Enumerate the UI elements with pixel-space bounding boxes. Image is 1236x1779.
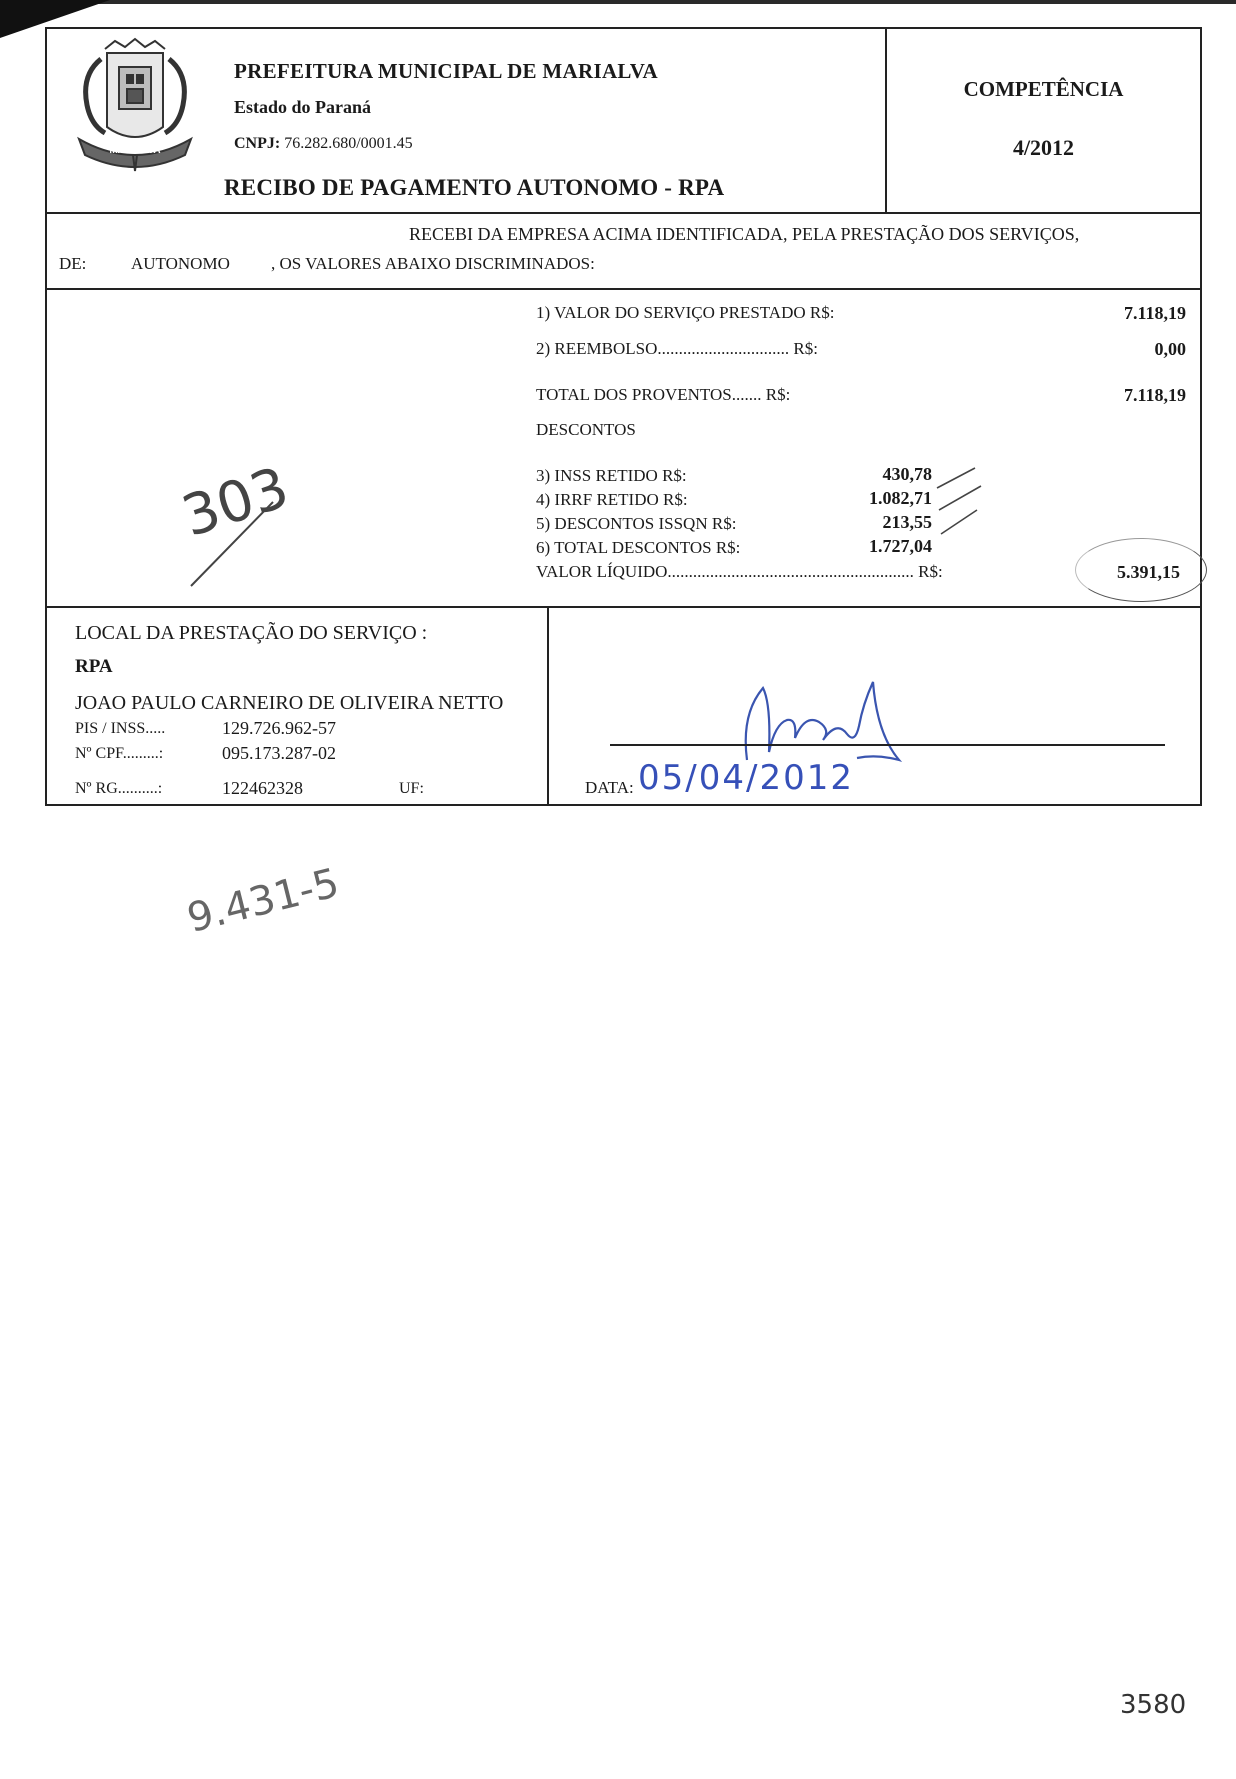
- cpf-value: 095.173.287-02: [222, 743, 336, 763]
- rg-value: 122462328: [222, 778, 303, 798]
- statement-de-value: AUTONOMO: [131, 254, 230, 273]
- cnpj-label: CNPJ:: [234, 135, 281, 152]
- issqn-value: 213,55: [882, 512, 932, 532]
- provider-section: [47, 608, 1200, 804]
- page-number: 3580: [1120, 1690, 1187, 1720]
- servico-label: 1) VALOR DO SERVIÇO PRESTADO R$:: [536, 303, 835, 322]
- estado-name: Estado do Paraná: [234, 97, 372, 117]
- irrf-value: 1.082,71: [869, 488, 932, 508]
- valor-liquido-value: 5.391,15: [1117, 562, 1180, 582]
- document-title: RECIBO DE PAGAMENTO AUTONOMO - RPA: [224, 175, 725, 200]
- competencia-box: [885, 29, 1200, 212]
- reembolso-value: 0,00: [1154, 339, 1186, 359]
- inss-value: 430,78: [882, 464, 932, 484]
- municipal-crest-icon: [65, 35, 205, 175]
- statement-de-label: DE:: [59, 254, 87, 273]
- rg-label: Nº RG..........:: [75, 780, 163, 797]
- handwritten-date: 05/04/2012: [638, 758, 854, 798]
- irrf-label: 4) IRRF RETIDO R$:: [536, 490, 688, 509]
- signature-line: [610, 744, 1165, 746]
- check-marks-icon: [927, 466, 987, 546]
- handwritten-stroke-icon: [187, 500, 277, 590]
- valor-liquido-label: VALOR LÍQUIDO.......................................................... R$:: [536, 562, 943, 581]
- local-label: LOCAL DA PRESTAÇÃO DO SERVIÇO :: [75, 622, 428, 644]
- total-proventos-label: TOTAL DOS PROVENTOS....... R$:: [536, 385, 791, 404]
- receipt-header: [47, 29, 1200, 214]
- servico-value: 7.118,19: [1123, 303, 1186, 323]
- competencia-value: 4/2012: [1012, 135, 1075, 160]
- local-value: RPA: [75, 656, 113, 677]
- pis-value: 129.726.962-57: [222, 718, 336, 738]
- statement-line-2: , OS VALORES ABAIXO DISCRIMINADOS:: [271, 254, 595, 273]
- uf-label: UF:: [399, 780, 424, 797]
- reembolso-label: 2) REEMBOLSO............................... R$:: [536, 339, 818, 358]
- crest-banner-text: MARIALVA: [109, 145, 161, 156]
- pencil-note: 9.431-5: [182, 860, 344, 942]
- pis-label: PIS / INSS.....: [75, 720, 166, 737]
- handwritten-number: 303: [174, 455, 297, 550]
- prefeitura-name: PREFEITURA MUNICIPAL DE MARIALVA: [234, 59, 659, 83]
- cnpj-value: 76.282.680/0001.45: [284, 135, 413, 152]
- cnpj: [234, 135, 413, 153]
- total-descontos-value: 1.727,04: [869, 536, 932, 556]
- cpf-label: Nº CPF.........:: [75, 745, 164, 762]
- descontos-label: DESCONTOS: [536, 420, 636, 439]
- values-section: [47, 290, 1200, 608]
- net-value-circle-mark: [1075, 538, 1207, 602]
- statement-line-1: RECEBI DA EMPRESA ACIMA IDENTIFICADA, PELA PRESTAÇÃO DOS SERVIÇOS,: [409, 224, 1080, 244]
- competencia-label: COMPETÊNCIA: [963, 77, 1124, 101]
- section-divider: [547, 608, 549, 804]
- rpa-receipt: [45, 27, 1202, 806]
- total-descontos-label: 6) TOTAL DESCONTOS R$:: [536, 538, 741, 557]
- inss-label: 3) INSS RETIDO R$:: [536, 466, 687, 485]
- issqn-label: 5) DESCONTOS ISSQN R$:: [536, 514, 737, 533]
- scan-top-edge: [0, 0, 1236, 4]
- provider-name: JOAO PAULO CARNEIRO DE OLIVEIRA NETTO: [75, 692, 504, 714]
- receipt-statement: [47, 214, 1200, 290]
- total-proventos-value: 7.118,19: [1123, 385, 1186, 405]
- data-label: DATA:: [585, 778, 634, 797]
